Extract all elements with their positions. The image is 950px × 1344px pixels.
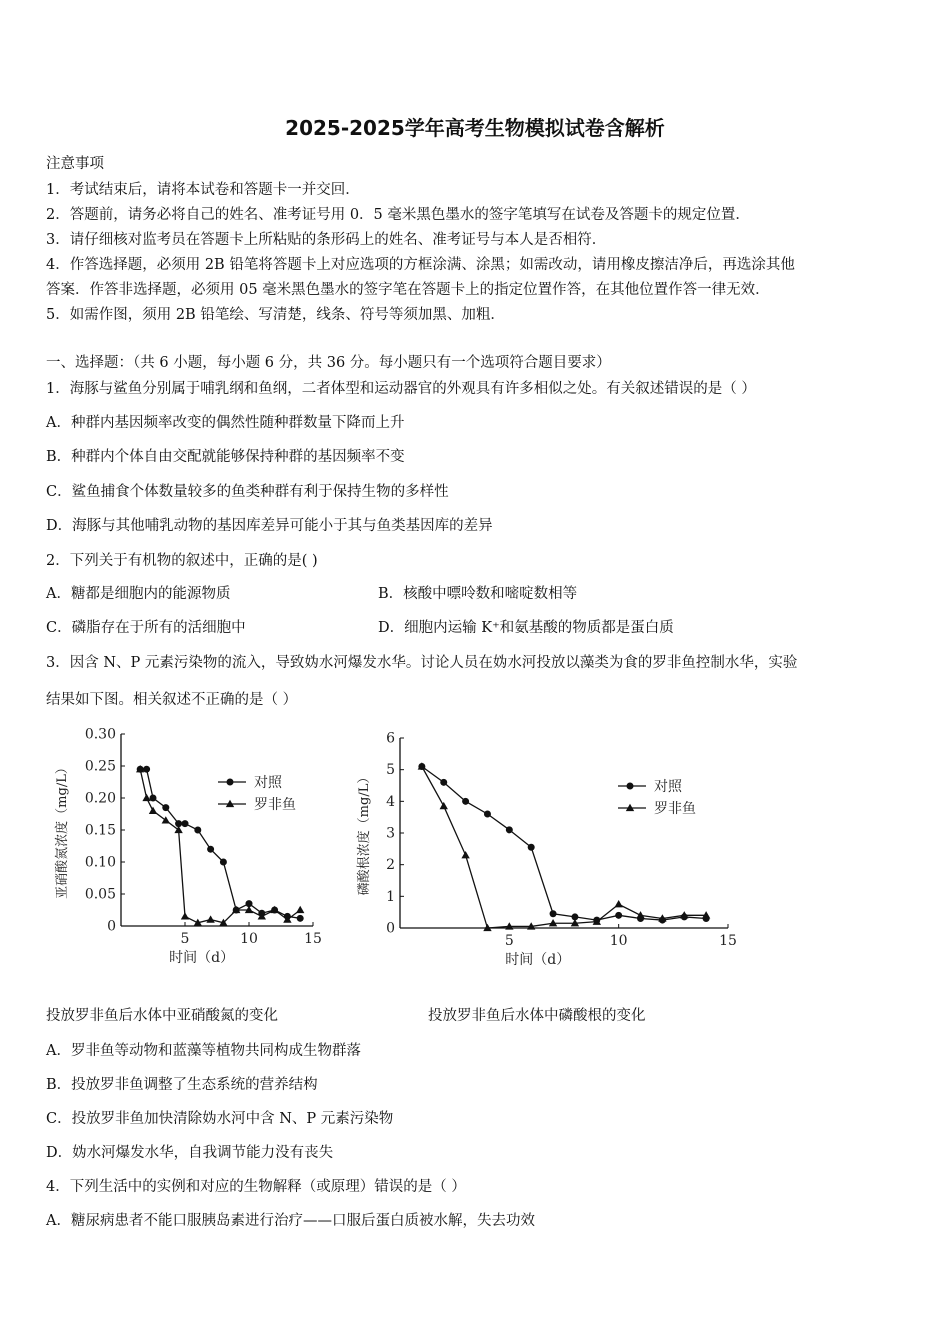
series-line-circle <box>140 769 300 918</box>
notice-item: 答案．作答非选择题，必须用 05 毫米黑色墨水的签字笔在答题卡上的指定位置作答，在其他位置作答一律无效． <box>46 282 770 298</box>
question-1-option-c: C．鲨鱼捕食个体数量较多的鱼类种群有利于保持生物的多样性 <box>46 484 449 500</box>
legend-marker-circle <box>627 783 634 790</box>
data-point-circle <box>506 826 513 833</box>
legend-marker-circle <box>227 779 234 786</box>
question-2-option-d: D．细胞内运输 K⁺和氨基酸的物质都是蛋白质 <box>378 620 674 636</box>
data-point-triangle <box>206 915 214 922</box>
legend-label: 罗非鱼 <box>654 801 696 817</box>
y-tick-label: 0.10 <box>84 854 116 871</box>
data-point-circle <box>462 798 469 805</box>
phosphate-chart <box>350 720 750 980</box>
data-point-circle <box>440 779 447 786</box>
series-line-triangle <box>140 769 300 923</box>
y-axis-label: 磷酸根浓度（mg/L） <box>357 770 372 896</box>
y-tick-label: 5 <box>386 762 395 779</box>
y-tick-label: 0.05 <box>84 886 116 903</box>
section-heading: 一、选择题：（共 6 小题，每小题 6 分，共 36 分。每小题只有一个选项符合题目要求） <box>46 355 611 371</box>
nitrite-chart <box>40 720 340 980</box>
data-point-circle <box>297 915 304 922</box>
y-tick-label: 0.15 <box>84 822 116 839</box>
data-point-circle <box>615 912 622 919</box>
data-point-triangle <box>440 802 448 809</box>
x-axis-label: 时间（d） <box>505 952 571 968</box>
y-tick-label: 0.25 <box>84 758 116 775</box>
question-3-option-c: C．投放罗非鱼加快清除妫水河中含 N、P 元素污染物 <box>46 1111 394 1127</box>
question-4-stem: 4．下列生活中的实例和对应的生物解释（或原理）错误的是（ ） <box>46 1179 466 1195</box>
y-tick-label: 0 <box>386 920 395 937</box>
data-point-circle <box>182 820 189 827</box>
x-tick-label: 10 <box>609 933 628 949</box>
question-1-option-a: A．种群内基因频率改变的偶然性随种群数量下降而上升 <box>46 415 405 431</box>
data-point-triangle <box>162 816 170 823</box>
question-3-option-a: A．罗非鱼等动物和蓝藻等植物共同构成生物群落 <box>46 1043 361 1059</box>
legend-label: 对照 <box>254 775 282 791</box>
notice-item: 5．如需作图，须用 2B 铅笔绘、写清楚，线条、符号等须加黑、加粗． <box>46 307 505 323</box>
chart-caption-left: 投放罗非鱼后水体中亚硝酸氮的变化 <box>46 1008 278 1024</box>
x-tick-label: 15 <box>304 931 322 947</box>
y-tick-label: 6 <box>386 730 395 747</box>
question-4-option-a: A．糖尿病患者不能口服胰岛素进行治疗——口服后蛋白质被水解，失去功效 <box>46 1213 535 1229</box>
question-2-stem: 2．下列关于有机物的叙述中，正确的是( ) <box>46 553 318 569</box>
data-point-circle <box>162 804 169 811</box>
x-tick-label: 15 <box>719 933 737 949</box>
legend-label: 对照 <box>654 779 682 795</box>
data-point-triangle <box>174 826 182 833</box>
data-point-circle <box>220 859 227 866</box>
page-title: 2025-2025学年高考生物模拟试卷含解析 <box>285 116 665 140</box>
data-point-triangle <box>636 911 644 918</box>
question-3-option-b: B．投放罗非鱼调整了生态系统的营养结构 <box>46 1077 318 1093</box>
question-1-option-d: D．海豚与其他哺乳动物的基因库差异可能小于其与鱼类基因库的差异 <box>46 518 493 534</box>
data-point-triangle <box>149 807 157 814</box>
data-point-circle <box>207 846 214 853</box>
data-point-circle <box>484 811 491 818</box>
question-3-stem: 3．因含 N、P 元素污染物的流入，导致妫水河爆发水华。讨论人员在妫水河投放以藻类为食的罗非鱼控制水华，实验 <box>46 655 798 671</box>
y-tick-label: 3 <box>386 825 395 842</box>
question-1-stem: 1．海豚与鲨鱼分别属于哺乳纲和鱼纲，二者体型和运动器官的外观具有许多相似之处。有关叙述错误的是（ ） <box>46 381 756 397</box>
legend-label: 罗非鱼 <box>254 797 296 813</box>
y-tick-label: 2 <box>386 857 395 874</box>
notice-item: 4．作答选择题，必须用 2B 铅笔将答题卡上对应选项的方框涂满、涂黑；如需改动，请用橡皮擦洁净后，再选涂其他 <box>46 257 795 273</box>
question-2-option-b: B．核酸中嘌呤数和嘧啶数相等 <box>378 586 578 602</box>
y-tick-label: 1 <box>386 888 395 905</box>
data-point-triangle <box>296 906 304 913</box>
notice-item: 2．答题前，请务必将自己的姓名、准考证号用 0．5 毫米黑色墨水的签字笔填写在试卷及答题卡的规定位置． <box>46 207 750 223</box>
y-axis-label: 亚硝酸氮浓度（mg/L） <box>55 761 70 899</box>
data-point-circle <box>550 910 557 917</box>
x-tick-label: 5 <box>504 933 514 949</box>
x-tick-label: 5 <box>180 931 190 947</box>
notice-item: 3．请仔细核对监考员在答题卡上所粘贴的条形码上的姓名、准考证号与本人是否相符． <box>46 232 607 248</box>
data-point-triangle <box>181 912 189 919</box>
y-tick-label: 4 <box>386 793 395 810</box>
x-axis-label: 时间（d） <box>169 950 235 966</box>
question-2-option-a: A．糖都是细胞内的能源物质 <box>46 586 231 602</box>
question-1-option-b: B．种群内个体自由交配就能够保持种群的基因频率不变 <box>46 449 405 465</box>
data-point-triangle <box>614 900 622 907</box>
data-point-circle <box>528 844 535 851</box>
question-2-option-c: C．磷脂存在于所有的活细胞中 <box>46 620 246 636</box>
question-3-option-d: D．妫水河爆发水华，自我调节能力没有丧失 <box>46 1145 334 1161</box>
x-tick-label: 10 <box>240 931 258 947</box>
y-tick-label: 0.20 <box>84 790 116 807</box>
data-point-triangle <box>461 851 469 858</box>
y-tick-label: 0 <box>107 918 116 935</box>
y-tick-label: 0.30 <box>84 726 116 743</box>
question-3-stem-cont: 结果如下图。相关叙述不正确的是（ ） <box>46 692 298 708</box>
notice-item: 1．考试结束后，请将本试卷和答题卡一并交回． <box>46 182 360 198</box>
notice-heading: 注意事项 <box>46 156 104 172</box>
chart-caption-right: 投放罗非鱼后水体中磷酸根的变化 <box>428 1008 646 1024</box>
data-point-circle <box>194 827 201 834</box>
data-point-circle <box>143 766 150 773</box>
data-point-circle <box>150 795 157 802</box>
